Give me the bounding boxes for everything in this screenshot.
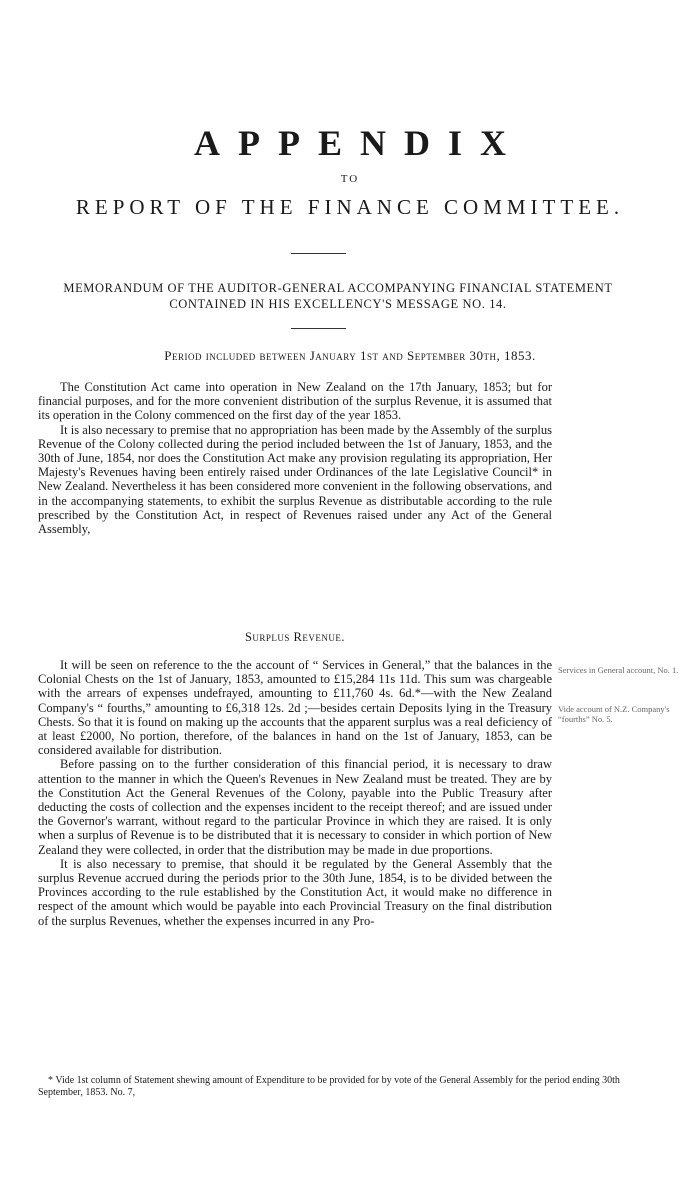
surplus-paragraphs bbox=[38, 658, 552, 928]
paragraph: The Constitution Act came into operation in New Zealand on the 17th January, 1853; but for financial purposes, and for the more convenient distribution of the surplus Revenue, it is assumed that its operation in the Colony commenced on the first day of the year 1853. bbox=[38, 380, 552, 423]
memorandum-title: MEMORANDUM OF THE AUDITOR-GENERAL ACCOMPANYING FINANCIAL STATEMENT CONTAINED IN HIS EXCELLENCY'S MESSAGE NO. 14. bbox=[63, 281, 613, 311]
surplus-revenue-heading: Surplus Revenue. bbox=[244, 630, 346, 644]
report-title: REPORT OF THE FINANCE COMMITTEE. bbox=[75, 195, 625, 219]
paragraph: Before passing on to the further consideration of this financial period, it is necessary to draw attention to the manner in which the Queen's Revenues in New Zealand must be treated. They are by the Constitution Act the General Revenues of the Colony, payable into the Public Treasury after deducting the costs of collection and the expenses incident to the receipt thereof; and are issued under the Governor's warrant, without regard to the particular Province in which they are raised. It is only when a surplus of Revenue is to be distributed that it is necessary to consider in which portion of New Zealand they were collected, in order that the distribution may be made in due proportions. bbox=[38, 757, 552, 857]
footnote-text: * Vide 1st column of Statement shewing amount of Expenditure to be provided for by vote of the General Assembly for the period ending 30th September, 1853. No. 7, bbox=[38, 1075, 620, 1098]
period-year: 1853. bbox=[504, 348, 536, 363]
paragraph: It will be seen on reference to the the account of “ Services in General,” that the balances in the Colonial Chests on the 1st of January, 1853, amounted to £15,284 11s 11d. This sum was chargeable with the arrears of expenses undefrayed, amounting to £11,760 4s. 6d.*—with the New Zealand Company's “ fourths,” amounting to £6,318 12s. 2d ;—besides certain Deposits lying in the Treasury Chests. So that it is found on making up the accounts that the apparent surplus was a real deficiency of at least £2000, No portion, therefore, of the balances in hand on the 1st of January, 1853, can be considered available for distribution. bbox=[38, 658, 552, 758]
margin-note: Services in General account, No. 1. bbox=[558, 665, 679, 675]
divider-rule bbox=[291, 328, 346, 329]
to-label: TO bbox=[340, 173, 360, 185]
divider-rule bbox=[291, 253, 346, 254]
footnote bbox=[38, 1075, 638, 1099]
margin-note: Vide account of N.Z. Company's “fourths” No. 5. bbox=[558, 704, 670, 724]
period-heading bbox=[0, 348, 700, 364]
intro-paragraphs bbox=[38, 380, 552, 536]
appendix-heading: APPENDIX bbox=[194, 123, 524, 163]
period-lead: Period included between January 1st and September 30th, bbox=[164, 348, 501, 363]
paragraph: It is also necessary to premise, that should it be regulated by the General Assembly that the surplus Revenue accrued during the periods prior to the 30th June, 1854, is to be divided between the Provinces according to the rule established by the Constitution Act, it would make no difference in respect of the amount which would be payable into each Provincial Treasury on the final distribution of the surplus Revenues, whether the expenses incurred in any Pro- bbox=[38, 856, 552, 928]
paragraph: It is also necessary to premise that no appropriation has been made by the Assembly of the surplus Revenue of the Colony collected during the period included between the 1st of January, 1853, and the 30th of June, 1854, nor does the Constitution Act make any provision regulating its appropriation, Her Majesty's Revenues having been entirely raised under Ordinances of the late Legislative Council* in New Zealand. Nevertheless it has been considered more convenient in the following observations, and in the accompanying statements, to exhibit the surplus Revenue as distributable according to the rule prescribed by the Constitution Act, in respect of Revenues raised under any Act of the General Assembly, bbox=[38, 422, 552, 537]
